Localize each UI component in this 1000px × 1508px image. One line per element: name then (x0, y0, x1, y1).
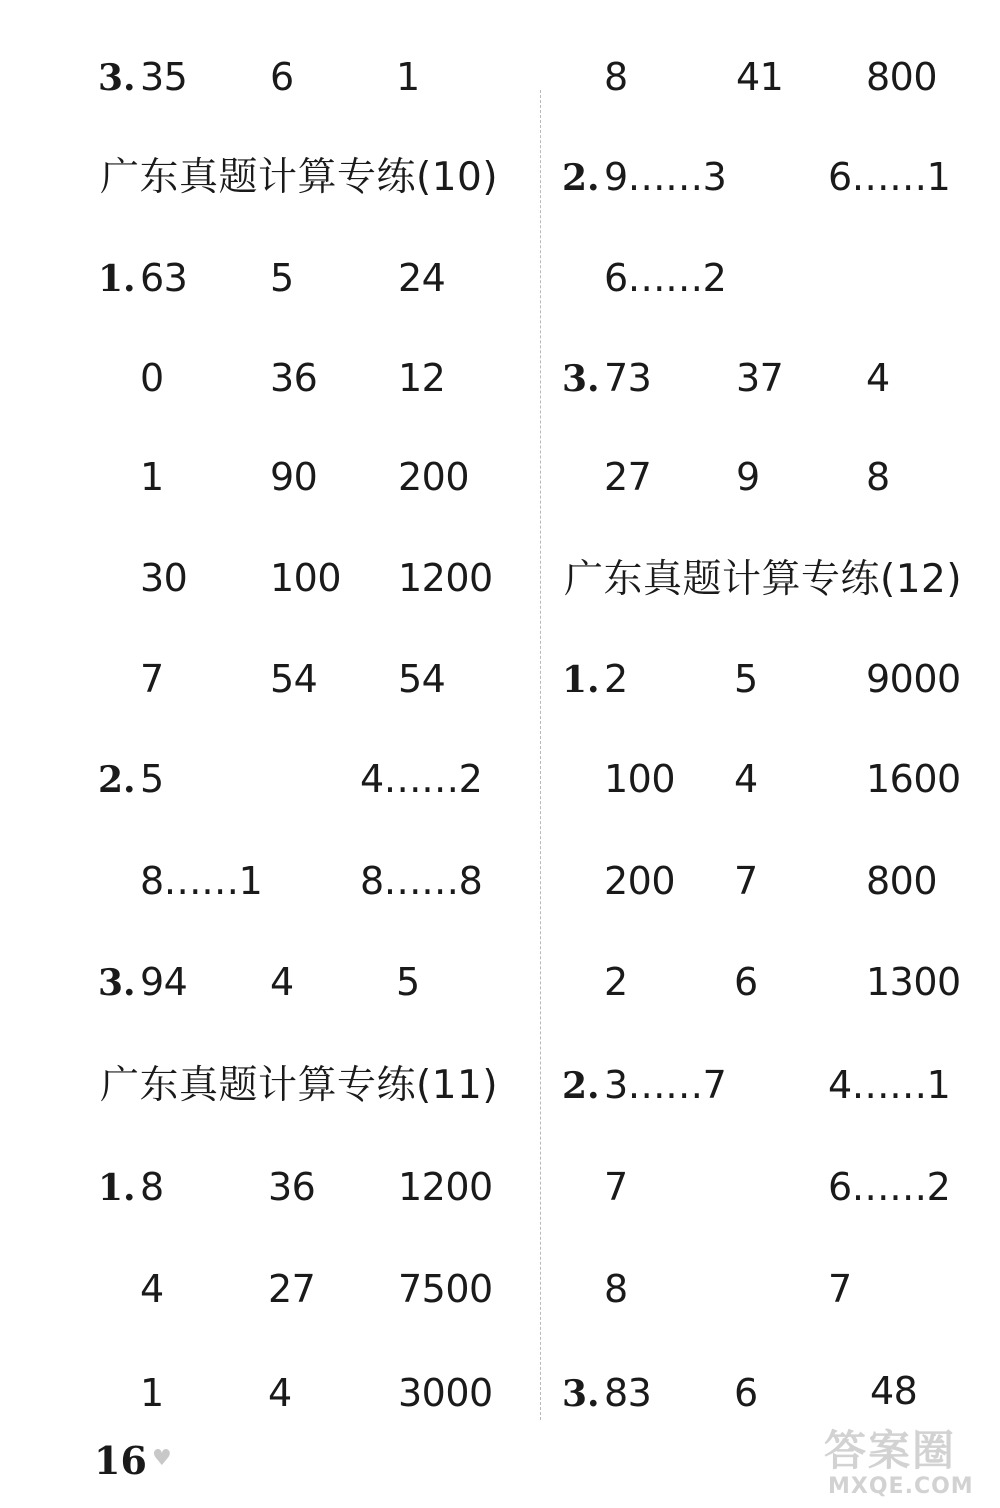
answer-value: 2 (604, 960, 628, 1004)
answer-value: 6 (734, 1371, 758, 1415)
question-number: 3. (98, 962, 136, 1004)
answer-value: 7500 (398, 1267, 493, 1311)
question-number: 3. (98, 57, 136, 99)
section-title-11: 广东真题计算专练(11) (100, 1063, 499, 1108)
answer-value: 100 (270, 556, 342, 600)
answer-value: 1 (140, 455, 164, 499)
answer-value: 4 (140, 1267, 164, 1311)
answer-value: 9000 (866, 657, 961, 701)
answer-value: 4 (866, 356, 890, 400)
answer-value: 2 (604, 657, 628, 701)
question-number: 3. (562, 1373, 600, 1415)
answer-value: 37 (736, 356, 784, 400)
answer-value: 7 (604, 1165, 628, 1209)
page-number: 16 (94, 1438, 147, 1483)
section-title-12: 广东真题计算专练(12) (564, 557, 963, 602)
answer-value: 100 (604, 757, 676, 801)
answer-value: 6……1 (828, 155, 951, 199)
answer-value: 6……2 (828, 1165, 951, 1209)
watermark-logo (824, 1418, 994, 1502)
answer-value: 5 (396, 960, 420, 1004)
section-title-10: 广东真题计算专练(10) (100, 155, 499, 200)
answer-value: 6 (270, 55, 294, 99)
question-number: 2. (562, 1065, 600, 1107)
answer-value: 27 (604, 455, 652, 499)
answer-value: 73 (604, 356, 652, 400)
answer-value: 200 (604, 859, 676, 903)
answer-value: 800 (866, 55, 938, 99)
answer-value: 4 (270, 960, 294, 1004)
watermark-url: MXQE.COM (828, 1474, 974, 1499)
answer-value: 4 (268, 1371, 292, 1415)
answer-value: 3……7 (604, 1063, 727, 1107)
answer-value: 9 (736, 455, 760, 499)
answer-value: 800 (866, 859, 938, 903)
answer-value: 4……2 (360, 757, 483, 801)
answer-value: 94 (140, 960, 188, 1004)
answer-value: 35 (140, 55, 188, 99)
watermark-text: 答案圈 (824, 1426, 957, 1475)
answer-value: 4……1 (828, 1063, 951, 1107)
column-divider (540, 90, 541, 1420)
answer-value: 83 (604, 1371, 652, 1415)
answer-value: 12 (398, 356, 446, 400)
answer-value: 5 (270, 256, 294, 300)
answer-value: 54 (398, 657, 446, 701)
answer-value: 3000 (398, 1371, 493, 1415)
answer-value: 4 (734, 757, 758, 801)
answer-value: 6……2 (604, 256, 727, 300)
answer-value: 5 (140, 757, 164, 801)
answer-value: 36 (270, 356, 318, 400)
answer-value: 8 (866, 455, 890, 499)
answer-value: 7 (734, 859, 758, 903)
question-number: 1. (562, 659, 600, 701)
answer-value: 1 (140, 1371, 164, 1415)
question-number: 3. (562, 358, 600, 400)
answer-value: 8……1 (140, 859, 263, 903)
answer-value: 8……8 (360, 859, 483, 903)
answer-value: 24 (398, 256, 446, 300)
answer-value: 27 (268, 1267, 316, 1311)
heart-icon: ♥ (152, 1446, 172, 1471)
question-number: 2. (562, 157, 600, 199)
answer-value: 1200 (398, 1165, 493, 1209)
question-number: 1. (98, 258, 136, 300)
answer-value: 63 (140, 256, 188, 300)
answer-value: 1600 (866, 757, 961, 801)
answer-value: 6 (734, 960, 758, 1004)
answer-value: 200 (398, 455, 470, 499)
answer-value: 90 (270, 455, 318, 499)
question-number: 2. (98, 759, 136, 801)
answer-value: 30 (140, 556, 188, 600)
answer-value: 8 (140, 1165, 164, 1209)
answer-value: 9……3 (604, 155, 727, 199)
answer-value: 48 (870, 1369, 918, 1413)
answer-value: 1300 (866, 960, 961, 1004)
answer-value: 7 (828, 1267, 852, 1311)
answer-value: 1200 (398, 556, 493, 600)
answer-value: 5 (734, 657, 758, 701)
answer-value: 8 (604, 55, 628, 99)
question-number: 1. (98, 1167, 136, 1209)
answer-value: 8 (604, 1267, 628, 1311)
answer-value: 36 (268, 1165, 316, 1209)
answer-value: 0 (140, 356, 164, 400)
answer-value: 1 (396, 55, 420, 99)
answer-value: 7 (140, 657, 164, 701)
answer-value: 54 (270, 657, 318, 701)
answer-value: 41 (736, 55, 784, 99)
